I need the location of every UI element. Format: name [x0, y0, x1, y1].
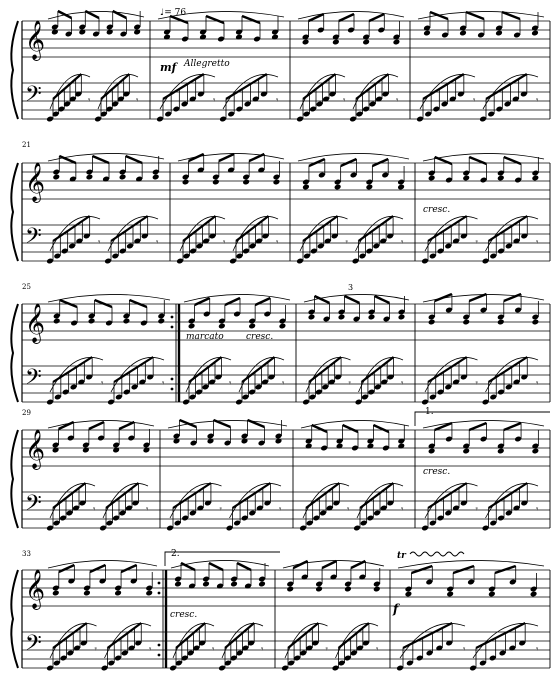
eighth-rest: 𝄾: [93, 505, 96, 515]
eighth-rest: 𝄾: [536, 379, 539, 389]
note-head: [83, 590, 91, 597]
note-head: [152, 174, 160, 181]
bass-clef: 𝄢: [25, 224, 42, 254]
beam: [126, 156, 143, 163]
eighth-rest: 𝄾: [213, 96, 216, 106]
eighth-rest: 𝄾: [463, 645, 466, 655]
note-head: [123, 318, 131, 325]
note-head: [286, 586, 294, 593]
note-head: [86, 174, 94, 181]
note-head: [368, 314, 376, 321]
note-head: [462, 319, 470, 326]
note-head: [495, 30, 503, 37]
beam: [341, 159, 357, 166]
note-head: [174, 581, 182, 588]
repeat-dot: [171, 316, 174, 319]
note-head: [462, 448, 470, 455]
note-head: [405, 591, 413, 598]
measure-number-25: 25: [22, 283, 31, 291]
beam: [469, 423, 486, 430]
eighth-rest: 𝄾: [376, 645, 379, 655]
note-head: [428, 175, 436, 182]
note-head: [373, 586, 381, 593]
beam: [209, 563, 223, 570]
beam: [312, 425, 327, 432]
repeat-dot: [158, 644, 161, 647]
expression-marcato: marcato: [186, 332, 224, 342]
note-head: [423, 30, 431, 37]
dynamic-mf: mf: [160, 61, 177, 74]
note-head: [53, 318, 61, 325]
note-head: [488, 591, 496, 598]
note-head: [315, 586, 323, 593]
beam: [372, 159, 388, 166]
note-head: [497, 319, 505, 326]
brace: [11, 304, 18, 402]
beam: [322, 561, 336, 568]
bass-clef: 𝄢: [25, 631, 42, 661]
staff-systems: [11, 11, 550, 671]
note-head: [532, 319, 540, 326]
eighth-rest: 𝄾: [101, 379, 104, 389]
treble-clef: 𝄞: [25, 303, 46, 343]
beam: [339, 14, 354, 21]
beam: [237, 563, 251, 570]
slur: [171, 560, 269, 568]
treble-clef: 𝄞: [25, 162, 46, 202]
eighth-rest: 𝄾: [536, 645, 539, 655]
note-head: [532, 175, 540, 182]
system-3: [11, 294, 550, 405]
eighth-rest: 𝄾: [348, 379, 351, 389]
beam: [90, 565, 106, 572]
note-head: [258, 581, 266, 588]
note-head: [302, 184, 310, 191]
system-1: [11, 11, 550, 122]
note-head: [532, 448, 540, 455]
beam: [411, 566, 432, 573]
eighth-rest: 𝄾: [475, 505, 478, 515]
eighth-rest: 𝄾: [401, 379, 404, 389]
slur: [48, 294, 170, 302]
eighth-rest: 𝄾: [94, 645, 97, 655]
note-head: [428, 448, 436, 455]
note-head: [462, 175, 470, 182]
repeat-dot: [158, 654, 161, 657]
eighth-rest: 𝄾: [325, 645, 328, 655]
repeat-dot: [158, 592, 161, 595]
eighth-rest: 𝄾: [282, 379, 285, 389]
note-head: [52, 174, 60, 181]
volta-2: 2.: [171, 549, 180, 559]
beam: [119, 422, 134, 429]
bass-clef: 𝄢: [25, 365, 42, 395]
beam: [59, 565, 75, 572]
beam: [189, 154, 204, 161]
note-head: [273, 179, 281, 186]
note-head: [52, 590, 60, 597]
beam: [373, 425, 388, 432]
beam: [293, 561, 307, 568]
note-head: [145, 590, 153, 597]
beam: [375, 296, 390, 303]
note-head: [398, 314, 406, 321]
note-head: [308, 314, 316, 321]
brace: [11, 163, 18, 261]
eighth-rest: 𝄾: [162, 379, 165, 389]
beam: [242, 16, 260, 23]
system-5: [11, 552, 550, 671]
treble-clef: 𝄞: [25, 429, 46, 469]
beam: [343, 425, 358, 432]
note-head: [397, 184, 405, 191]
eighth-rest: 𝄾: [401, 238, 404, 248]
eighth-rest: 𝄾: [473, 96, 476, 106]
expression-cresc-sys4: cresc.: [423, 467, 451, 477]
note-head: [212, 179, 220, 186]
brace: [11, 570, 18, 668]
beam: [206, 16, 224, 23]
eighth-rest: 𝄾: [276, 238, 279, 248]
note-head: [362, 39, 370, 46]
measure-number-33: 33: [22, 550, 31, 558]
expression-cresc-sys5: cresc.: [170, 610, 198, 620]
note-head: [157, 318, 165, 325]
note-head: [248, 323, 256, 330]
note-head: [218, 323, 226, 330]
eighth-rest: 𝄾: [276, 96, 279, 106]
repeat-dot: [158, 582, 161, 585]
tuplet-3: 3: [348, 283, 354, 292]
beam: [369, 14, 384, 21]
note-head: [302, 39, 310, 46]
note-head: [531, 30, 539, 37]
note-head: [114, 590, 122, 597]
note-head: [230, 581, 238, 588]
eighth-rest: 𝄾: [88, 96, 91, 106]
note-head: [338, 314, 346, 321]
eighth-rest: 𝄾: [475, 238, 478, 248]
eighth-rest: 𝄾: [345, 238, 348, 248]
beam: [466, 12, 484, 19]
eighth-rest: 𝄾: [261, 645, 264, 655]
system-2: [11, 153, 550, 264]
eighth-rest: 𝄾: [475, 379, 478, 389]
eighth-rest: 𝄾: [136, 96, 139, 106]
measure-number-29: 29: [22, 409, 31, 417]
note-head: [334, 184, 342, 191]
note-head: [428, 319, 436, 326]
note-head: [344, 586, 352, 593]
trill-line: [410, 552, 464, 556]
expression-cresc-sys2: cresc.: [423, 205, 451, 215]
note-head: [242, 179, 250, 186]
beam: [453, 566, 474, 573]
eighth-rest: 𝄾: [156, 238, 159, 248]
note-head: [497, 175, 505, 182]
note-head: [332, 39, 340, 46]
eighth-rest: 𝄾: [223, 238, 226, 248]
tempo-text: Allegretto: [184, 59, 230, 69]
beam: [58, 11, 72, 18]
treble-clef: 𝄞: [25, 20, 46, 60]
dynamic-f: f: [393, 602, 399, 616]
note-head: [497, 448, 505, 455]
measure-number-21: 21: [22, 141, 31, 149]
repeat-dot: [171, 326, 174, 329]
note-head: [393, 39, 401, 46]
eighth-rest: 𝄾: [536, 96, 539, 106]
eighth-rest: 𝄾: [146, 505, 149, 515]
brace: [11, 430, 18, 528]
eighth-rest: 𝄾: [347, 505, 350, 515]
eighth-rest: 𝄾: [219, 505, 222, 515]
beam: [60, 300, 77, 307]
repeat-dot: [171, 388, 174, 391]
note-head: [119, 174, 127, 181]
beam: [504, 423, 521, 430]
note-head: [188, 323, 196, 330]
eighth-rest: 𝄾: [229, 379, 232, 389]
tempo-mark: ♩= 76: [160, 8, 187, 18]
beam: [92, 156, 109, 163]
eighth-rest: 𝄾: [396, 96, 399, 106]
note-head: [182, 179, 190, 186]
beam: [345, 296, 360, 303]
beam: [219, 154, 234, 161]
volta-1: 1.: [425, 407, 434, 417]
system-4: [11, 412, 550, 531]
beam: [495, 566, 516, 573]
expression-cresc-sys3: cresc.: [246, 332, 274, 342]
bass-clef: 𝄢: [25, 491, 42, 521]
note-head: [446, 591, 454, 598]
note-head: [279, 323, 287, 330]
eighth-rest: 𝄾: [536, 238, 539, 248]
note-head: [202, 581, 210, 588]
note-head: [88, 318, 96, 325]
brace: [11, 21, 18, 119]
eighth-rest: 𝄾: [149, 645, 152, 655]
eighth-rest: 𝄾: [279, 505, 282, 515]
beam: [95, 300, 112, 307]
beam: [430, 12, 448, 19]
note-head: [366, 184, 374, 191]
beam: [89, 422, 104, 429]
note-head: [459, 30, 467, 37]
treble-clef: 𝄞: [25, 569, 46, 609]
eighth-rest: 𝄾: [98, 238, 101, 248]
eighth-rest: 𝄾: [401, 505, 404, 515]
beam: [121, 565, 137, 572]
trill-mark: tr: [397, 551, 406, 561]
note-head: [530, 591, 538, 598]
eighth-rest: 𝄾: [343, 96, 346, 106]
eighth-rest: 𝄾: [212, 645, 215, 655]
eighth-rest: 𝄾: [536, 505, 539, 515]
bass-clef: 𝄢: [25, 82, 42, 112]
repeat-dot: [171, 378, 174, 381]
beam: [129, 300, 146, 307]
beam: [309, 159, 325, 166]
